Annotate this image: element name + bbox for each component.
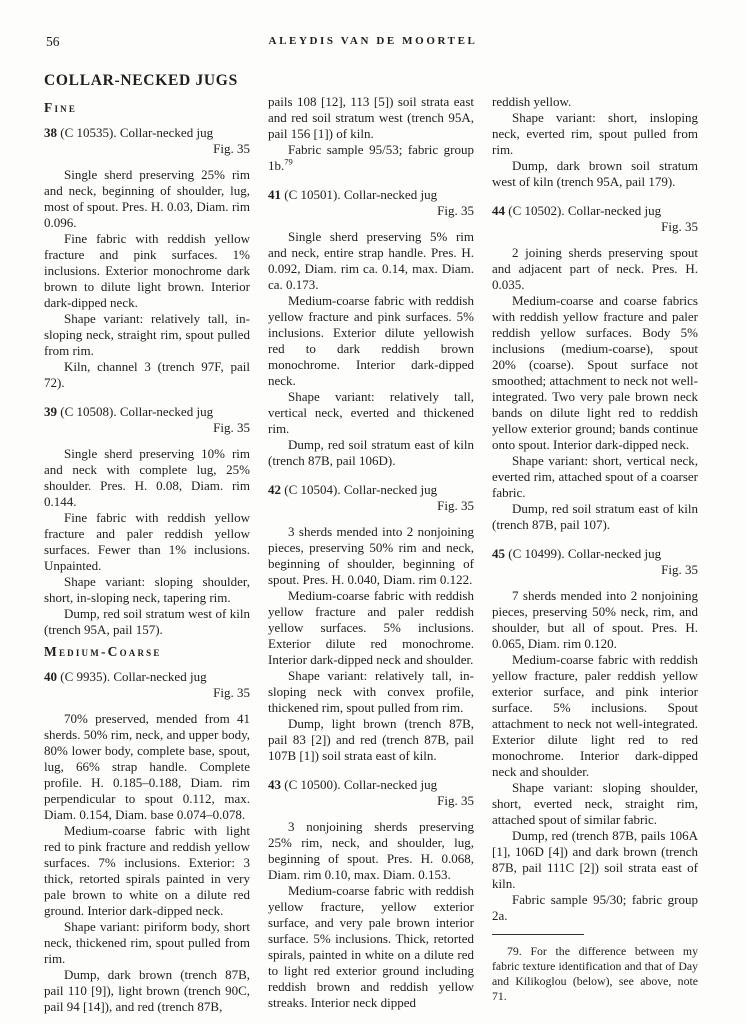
entry-header-41 bbox=[268, 187, 474, 219]
paragraph: Dump, red soil stratum east of kiln (trench 87B, pail 107). bbox=[492, 501, 698, 532]
paragraph: Kiln, channel 3 (trench 97F, pail 72). bbox=[44, 359, 250, 390]
paragraph: 7 sherds mended into 2 nonjoining pieces, preserving 50% neck, rim, and shoulder, but all of spout. Pres. H. 0.065, Diam. rim 0.120. bbox=[492, 588, 698, 651]
column-3-blocks bbox=[492, 72, 698, 924]
paragraph: Medium-coarse fabric with reddish yellow fracture and pink surfaces. 5% inclusions. Exterior dilute yellowish red to dark reddish brown monochrome. Interior dark-dipped neck. bbox=[268, 293, 474, 388]
figure-ref: Fig. 35 bbox=[213, 420, 250, 435]
entry-header-43 bbox=[268, 777, 474, 809]
paragraph: Single sherd preserving 5% rim and neck, entire strap handle. Pres. H. 0.092, Diam. rim ca. 0.14, max. Diam. ca. 0.173. bbox=[268, 229, 474, 292]
entry-number: 42 bbox=[268, 482, 281, 497]
entry-number: 40 bbox=[44, 669, 57, 684]
footnote-rule bbox=[492, 934, 584, 935]
subsection-title: Fine bbox=[44, 100, 78, 115]
paragraph: Shape variant: sloping shoulder, short, everted neck, straight rim, attached spout of similar fabric. bbox=[492, 780, 698, 827]
footnote-text bbox=[492, 944, 698, 1004]
footnote bbox=[492, 924, 698, 1004]
paragraph: Dump, dark brown (trench 87B, pail 110 [9]), light brown (trench 90C, pail 94 [14]), and red (trench 87B, bbox=[44, 967, 250, 1014]
paragraph: Shape variant: relatively tall, in-sloping neck with convex profile, thickened rim, spout pulled from rim. bbox=[268, 668, 474, 715]
paragraph: Shape variant: piriform body, short neck, thickened rim, spout pulled from rim. bbox=[44, 919, 250, 966]
entry-title: (C 10501). Collar-necked jug bbox=[284, 187, 438, 202]
entry-number: 44 bbox=[492, 203, 505, 218]
entry-number: 45 bbox=[492, 546, 505, 561]
page-header bbox=[44, 34, 698, 50]
paragraph-continuation: reddish yellow. bbox=[492, 94, 572, 109]
entry-title-line bbox=[268, 482, 474, 498]
paragraph: Fabric sample 95/30; fabric group 2a. bbox=[492, 892, 698, 923]
paragraph: Shape variant: sloping shoulder, short, in-sloping neck, tapering rim. bbox=[44, 574, 250, 605]
entry-header-45 bbox=[492, 546, 698, 578]
page-number: 56 bbox=[46, 34, 60, 49]
paragraph: Single sherd preserving 10% rim and neck with complete lug, 25% shoulder. Pres. H. 0.08, Diam. rim 0.144. bbox=[44, 446, 250, 509]
paragraph: Dump, light brown (trench 87B, pail 83 [2]) and red (trench 87B, pail 107B [1]) soil strata east of kiln. bbox=[268, 716, 474, 763]
paragraph: Medium-coarse fabric with reddish yellow fracture and paler reddish yellow surfaces. 5% inclusions. Exterior dilute red monochrome. Interior dark-dipped neck and shoulder. bbox=[268, 588, 474, 667]
figure-ref: Fig. 35 bbox=[213, 141, 250, 156]
running-head: ALEYDIS VAN DE MOORTEL bbox=[268, 35, 478, 47]
entry-title-line bbox=[44, 125, 250, 141]
paragraph: Fine fabric with reddish yellow fracture and pink surfaces. 1% inclusions. Exterior monochrome dark brown to dilute light brown. Interior dark-dipped neck. bbox=[44, 231, 250, 310]
entry-number: 43 bbox=[268, 777, 281, 792]
entry-title-line bbox=[44, 669, 250, 685]
paragraph: Shape variant: relatively tall, vertical neck, everted and thickened rim. bbox=[268, 389, 474, 436]
footnote-ref: 79 bbox=[284, 156, 293, 167]
column-3 bbox=[492, 72, 698, 1003]
entry-header-44 bbox=[492, 203, 698, 235]
entry-title: (C 9935). Collar-necked jug bbox=[60, 669, 207, 684]
entry-number: 39 bbox=[44, 404, 57, 419]
entry-title-line bbox=[492, 546, 698, 562]
paragraph: Fine fabric with reddish yellow fracture and paler reddish yellow surfaces. Fewer than 1% inclusions. Unpainted. bbox=[44, 510, 250, 573]
entry-title-line bbox=[268, 187, 474, 203]
paragraph: 3 sherds mended into 2 nonjoining pieces, preserving 50% rim and neck, beginning of shoulder, beginning of spout. Pres. H. 0.040, Diam. rim 0.122. bbox=[268, 524, 474, 587]
paragraph: Single sherd preserving 25% rim and neck, beginning of shoulder, lug, most of spout. Pres. H. 0.03, Diam. rim 0.096. bbox=[44, 167, 250, 230]
figure-ref: Fig. 35 bbox=[437, 498, 474, 513]
paragraph: Fabric sample 95/53; fabric group 1b.$^{79}$ bbox=[268, 142, 474, 173]
entry-number: 38 bbox=[44, 125, 57, 140]
paragraph: Shape variant: short, vertical neck, everted rim, attached spout of a coarser fabric. bbox=[492, 453, 698, 500]
paragraph: Dump, red soil stratum west of kiln (trench 95A, pail 157). bbox=[44, 606, 250, 637]
entry-title: (C 10504). Collar-necked jug bbox=[284, 482, 438, 497]
figure-ref: Fig. 35 bbox=[437, 793, 474, 808]
column-1-blocks bbox=[44, 72, 250, 1015]
entry-header-40 bbox=[44, 669, 250, 701]
footnote-body: For the difference between my fabric texture identification and that of Day and Kilikoglou (below), see above, note 71. bbox=[492, 944, 698, 1003]
entry-title-line bbox=[268, 777, 474, 793]
section-title: COLLAR-NECKED JUGS bbox=[44, 72, 238, 89]
figure-ref: Fig. 35 bbox=[437, 203, 474, 218]
entry-title: (C 10500). Collar-necked jug bbox=[284, 777, 438, 792]
paragraph: Shape variant: relatively tall, in-sloping neck, straight rim, spout pulled from rim. bbox=[44, 311, 250, 358]
paragraph: Medium-coarse fabric with reddish yellow fracture, paler reddish yellow exterior surface, and pink interior surface. 5% inclusions. Spout attachment to neck not well-integrated. Exterior dilute light red to red monochrome. Interior dark-dipped neck and shoulder. bbox=[492, 652, 698, 779]
column-2-blocks bbox=[268, 72, 474, 1011]
paragraph: Medium-coarse fabric with reddish yellow fracture, yellow exterior surface, and very pale brown interior surface. 5% inclusions. Thick, retorted spirals, painted in white on a dilute red to light red exterior ground including reddish brown and reddish yellow streaks. Interior neck dipped bbox=[268, 883, 474, 1010]
entry-title: (C 10499). Collar-necked jug bbox=[508, 546, 662, 561]
footnote-number: 79. bbox=[507, 944, 522, 958]
entry-header-42 bbox=[268, 482, 474, 514]
entry-title-line bbox=[44, 404, 250, 420]
column-2 bbox=[268, 72, 474, 1010]
figure-ref: Fig. 35 bbox=[213, 685, 250, 700]
entry-title: (C 10502). Collar-necked jug bbox=[508, 203, 662, 218]
figure-ref: Fig. 35 bbox=[661, 219, 698, 234]
paragraph: Dump, red (trench 87B, pails 106A [1], 106D [4]) and dark brown (trench 87B, pail 111C [2]) soil strata east of kiln. bbox=[492, 828, 698, 891]
column-1 bbox=[44, 72, 250, 1014]
subsection-title: Medium-Coarse bbox=[44, 644, 162, 659]
entry-header-39 bbox=[44, 404, 250, 436]
entry-number: 41 bbox=[268, 187, 281, 202]
paragraph: 2 joining sherds preserving spout and adjacent part of neck. Pres. H. 0.035. bbox=[492, 245, 698, 292]
paragraph: 3 nonjoining sherds preserving 25% rim, neck, and shoulder, lug, beginning of spout. Pres. H. 0.068, Diam. rim 0.10, max. Diam. 0.153. bbox=[268, 819, 474, 882]
paragraph-continuation: pails 108 [12], 113 [5]) soil strata east and red soil stratum west (trench 95A, pail 156 [1]) of kiln. bbox=[268, 94, 474, 141]
paragraph: Shape variant: short, insloping neck, everted rim, spout pulled from rim. bbox=[492, 110, 698, 157]
entry-title-line bbox=[492, 203, 698, 219]
paragraph: Dump, red soil stratum east of kiln (trench 87B, pail 106D). bbox=[268, 437, 474, 468]
figure-ref: Fig. 35 bbox=[661, 562, 698, 577]
paragraph: Medium-coarse and coarse fabrics with reddish yellow fracture and paler reddish yellow surfaces. Body 5% inclusions (medium-coarse), spout 20% (coarse). Spout surface not smoothed; attachment to neck not well-integrated. Two very pale brown neck bands on dilute light red to reddish yellow exterior ground; bands continue onto spout. Interior dark-dipped neck. bbox=[492, 293, 698, 452]
entry-title: (C 10535). Collar-necked jug bbox=[60, 125, 214, 140]
page-body bbox=[44, 72, 698, 1014]
paragraph: Medium-coarse fabric with light red to pink fracture and reddish yellow surfaces. 7% inclusions. Exterior: 3 thick, retorted spirals painted in very pale brown to white on a dilute red ground. Interior dark-dipped neck. bbox=[44, 823, 250, 918]
entry-header-38 bbox=[44, 125, 250, 157]
entry-title: (C 10508). Collar-necked jug bbox=[60, 404, 214, 419]
paragraph: Dump, dark brown soil stratum west of kiln (trench 95A, pail 179). bbox=[492, 158, 698, 189]
paragraph: 70% preserved, mended from 41 sherds. 50% rim, neck, and upper body, 80% lower body, complete base, spout, lug, 66% strap handle. Complete profile. H. 0.185–0.188, Diam. rim perpendicular to spout 0.112, max. Diam. 0.154, Diam. base 0.074–0.078. bbox=[44, 711, 250, 822]
